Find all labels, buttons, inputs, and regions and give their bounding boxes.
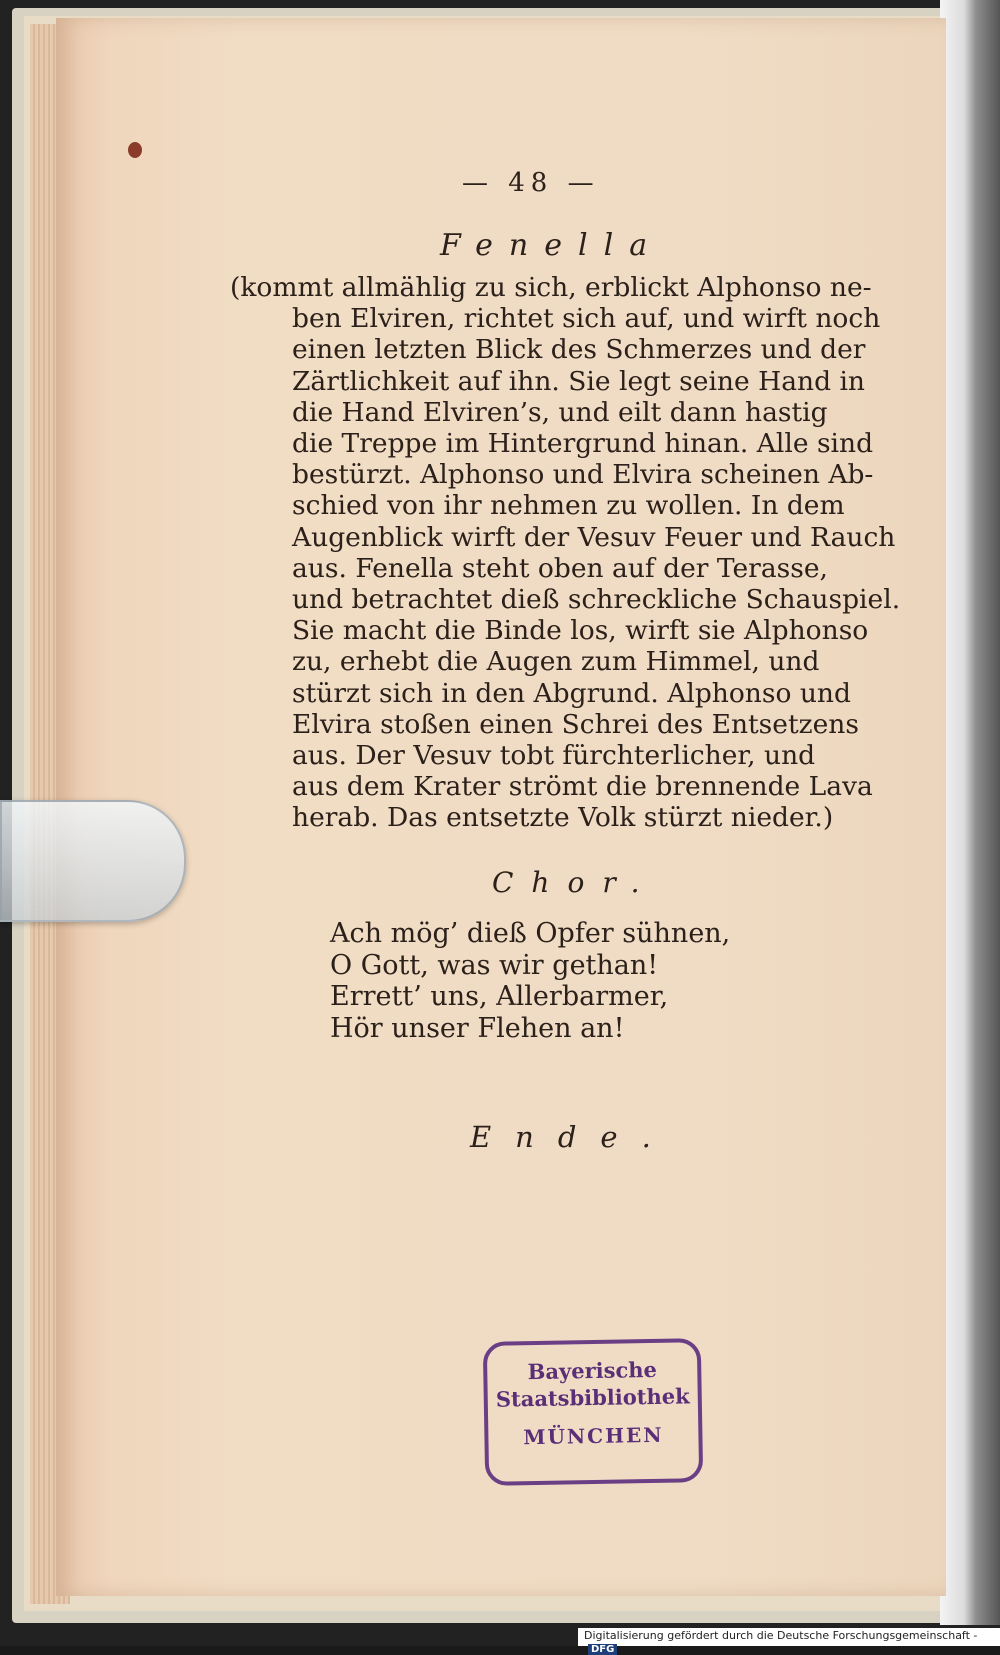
stage-direction-line: ben Elviren, richtet sich auf, und wirft noch (292, 303, 881, 335)
verse-line: Hör unser Flehen an! (330, 1012, 625, 1044)
page-clip (0, 800, 186, 922)
stage-direction-line: zu, erhebt die Augen zum Himmel, und (292, 646, 820, 678)
verse-line: Ach mög’ dieß Opfer sühnen, (330, 918, 731, 949)
stage-direction-line: und betrachtet dieß schreckliche Schauspiel. (292, 584, 901, 616)
end-marker: Ende. (470, 1120, 675, 1154)
speaker-name: Fenella (440, 228, 664, 263)
chorus-heading: Chor. (492, 866, 658, 899)
chorus-verse (330, 918, 730, 1044)
stage-direction-line: einen letzten Blick des Schmerzes und der (292, 334, 866, 366)
stage-direction-line: aus. Fenella steht oben auf der Terasse, (292, 552, 828, 584)
stage-direction-line: die Hand Elviren’s, und eilt dann hastig (292, 396, 828, 428)
stage-direction-line: Elvira stoßen einen Schrei des Entsetzens (292, 708, 859, 740)
stamp-line: Bayerische (527, 1356, 658, 1385)
book-cover-edge (940, 0, 1000, 1625)
stage-direction-line: aus dem Krater strömt die brennende Lava (292, 771, 873, 803)
stamp-line: MÜNCHEN (523, 1422, 664, 1450)
stage-direction-line: stürzt sich in den Abgrund. Alphonso und (292, 677, 851, 709)
digitization-credit (578, 1628, 1000, 1655)
stage-direction-line: (kommt allmählig zu sich, erblickt Alphonso ne- (230, 272, 872, 303)
verse-line: O Gott, was wir gethan! (330, 949, 659, 981)
stage-direction-line: herab. Das entsetzte Volk stürzt nieder.) (292, 802, 834, 834)
stage-direction-line: Sie macht die Binde los, wirft sie Alphonso (292, 615, 869, 647)
stage-direction (230, 272, 901, 834)
ink-blot (128, 142, 142, 158)
stage-direction-line: Augenblick wirft der Vesuv Feuer und Rauch (292, 521, 896, 553)
stage-direction-line: die Treppe im Hintergrund hinan. Alle sind (292, 428, 874, 460)
verse-line: Errett’ uns, Allerbarmer, (330, 981, 669, 1012)
library-stamp (483, 1338, 703, 1486)
stage-direction-line: schied von ihr nehmen zu wollen. In dem (292, 490, 845, 522)
stamp-line: Staatsbibliothek (495, 1383, 690, 1412)
stage-direction-line: bestürzt. Alphonso und Elvira scheinen Ab- (292, 459, 874, 491)
dfg-logo-icon: DFG (588, 1644, 617, 1655)
stage-direction-line: aus. Der Vesuv tobt fürchterlicher, und (292, 740, 816, 772)
credit-text: Digitalisierung gefördert durch die Deutsche Forschungsgemeinschaft - (584, 1629, 978, 1642)
page-number: — 48 — (462, 168, 600, 198)
stage-direction-line: Zärtlichkeit auf ihn. Sie legt seine Hand in (292, 365, 865, 397)
